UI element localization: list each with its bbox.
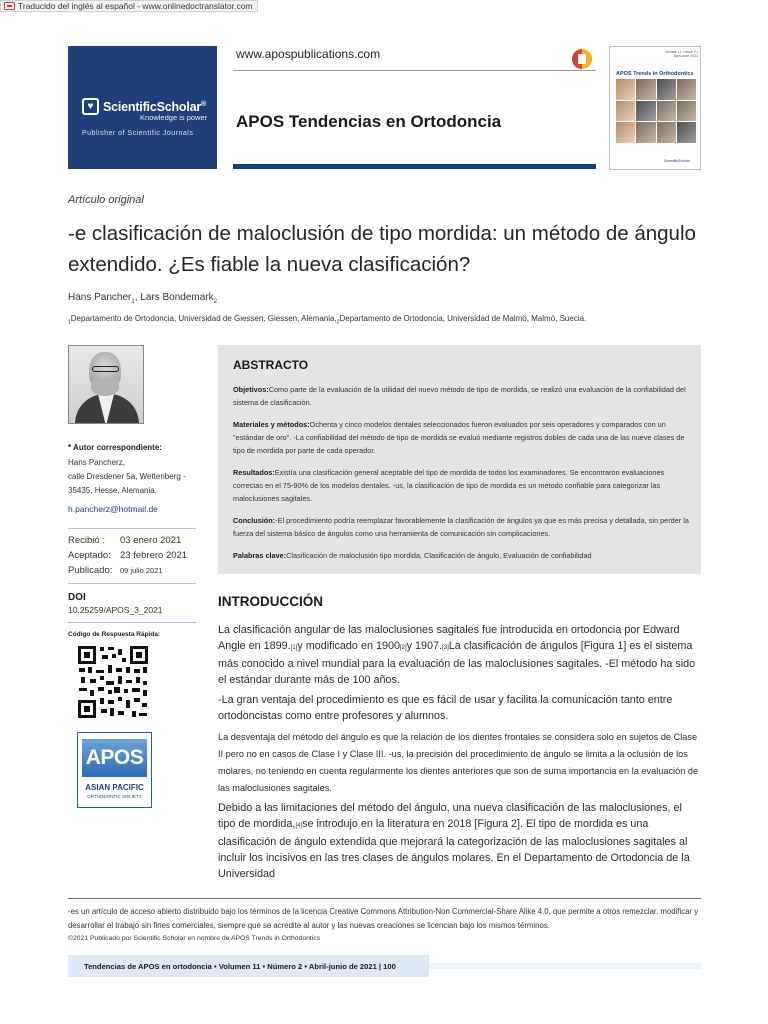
cover-issue-text: Volume 11 • Issue 2 • April-June 2021 [665, 50, 698, 58]
qr-label: Código de Respuesta Rápida: [68, 631, 161, 638]
intro-paragraph-1: La clasificación angular de las maloclusiones sagitales fue introducida en ortodoncia por Edward Angle en 1899.[1]y modificado en 1900[2]y 1907.[3]La clasificación de ángulos [Figura 1] es el sistema más conocido a nivel mundial para la evaluación de las maloclusiones sagitales. -El método ha sido el estándar durante más de 100 años. [218, 624, 696, 686]
sidebar-divider [68, 622, 196, 623]
abstract-keywords: Palabras clave:Clasificación de maloclusión tipo mordida, Clasificación de ángulo, Evaluación de confiabilidad [233, 551, 592, 560]
corresponding-author-address: calle Dresdener 5a, Wettenberg - 35435, Hesse, Alemania. [68, 472, 186, 495]
citation-link[interactable]: [1] [290, 645, 298, 651]
copyright-text: ©2021 Publicado por Scientific Scholar en nombre de APOS Trends in Orthodontics [68, 935, 321, 942]
doi-label: DOI [68, 592, 86, 603]
publisher-tagline: Knowledge is power [140, 113, 208, 122]
affiliations: $_1$Departamento de Ortodoncia, Universidad de Giessen, Giessen, $Alemania,_2Departamento$ de Ortodoncia, Universidad de Malmö, Malmö, Suecia. [68, 314, 587, 326]
doi-link[interactable]: 10.25259/APOS_3_2021 [68, 605, 163, 615]
abstract-conclusion: Conclusión:-El procedimiento podría reemplazar favorablemente la clasificación de ángulos ya que es más precisa y detallada, sin perder la fuerza del sistema básico de ángulos como una herramienta de comunicación sin complicaciones. [233, 516, 689, 538]
citation-link[interactable]: [2] [399, 645, 407, 651]
footer-citation: Tendencias de APOS en ortodoncia • Volumen 11 • Número 2 • Abril-junio de 2021 | 100 [84, 962, 396, 971]
header-accent-bar [233, 164, 596, 169]
intro-paragraph-4: Debido a las limitaciones del método del ángulo, una nueva clasificación de las maloclusiones, el tipo de mordida,[4]se introdujo en la literatura en 2018 [Figura 2]. El tipo de mordida es una clasificación de ángulo extendida que mejorará la categorización de las maloclusiones sagitales al incluir los incisivos en las tres clases de ángulos molares. En el Departamento de Ortodoncia de la Universidad [218, 802, 690, 880]
heart-logo-icon: ♥ [82, 98, 99, 115]
author-email-link[interactable]: h.pancherz@hotmail.de [68, 504, 158, 514]
sidebar-divider [68, 583, 196, 584]
cover-photo-collage [616, 79, 696, 143]
intro-paragraph-2: -La gran ventaja del procedimiento es que es fácil de usar y facilita la comunicación tanto entre ortodoncistas como entre profesores y alumnos. [218, 694, 673, 722]
publisher-subtitle: Publisher of Scientific Journals [82, 130, 194, 137]
journal-cover [609, 46, 701, 170]
author-photo [68, 345, 144, 424]
abstract-heading: ABSTRACTO [233, 358, 309, 372]
accepted-date: Aceptado: 23 febrero 2021 [68, 550, 188, 561]
header-divider [233, 70, 596, 71]
abstract-methods: Materiales y métodos:Ochenta y cinco modelos dentales seleccionados fueron evaluados por seis operadores y comparados con un "estándar de oro". -La confiabilidad del método de tipo de mordida se evaluó mediante registros dobles de cada una de las nueve clases de tipo de mordida por parte de cada operador. [233, 420, 685, 455]
affiliation-item: Departamento de Ortodoncia, Universidad de Malmö, Malmö, Suecia. [339, 314, 587, 323]
author-name: Hans Pancher [68, 292, 132, 303]
corresponding-author-label: * Autor correspondiente: [68, 443, 162, 452]
site-url-link[interactable]: www.apospublications.com [236, 47, 381, 61]
sidebar-divider [68, 528, 196, 529]
apos-society-logo: APOS ASIAN PACIFIC ORTHODONTIC SOCIETY [77, 732, 152, 808]
published-date: Publicado: 09 julio 2021 [68, 565, 163, 576]
introduction-heading: INTRODUCCIÓN [218, 594, 323, 609]
translator-banner[interactable] [0, 0, 258, 12]
crossmark-icon[interactable] [572, 49, 592, 69]
cover-publisher: ScientificScholar [664, 159, 690, 163]
received-date: Recibió : 03 enero 2021 [68, 535, 182, 546]
abstract-objectives: Objetivos:Como parte de la evaluación de la utilidad del nuevo método de tipo de mordida, se realizó una evaluación de la confiabilidad del sistema de clasificación. [233, 385, 686, 407]
publisher-logo [68, 46, 217, 169]
license-text: -es un artículo de acceso abierto distribuido bajo los términos de la licencia Creative Commons Attribution-Non Commercial-Share Alike 4.0, que permite a otros remezclar, modificar y desarrollar el trabajo sin fines comerciales, siempre que se acredite al autor y las nuevas creaciones se licencian bajo los mismos términos. [68, 907, 699, 930]
intro-paragraph-3: La desventaja del método del ángulo es que la relación de los dientes frontales se considera solo en sujetos de Clase II pero no en casos de Clase I y Clase III. -us, la precisión del procedimiento de ángulo se limita a la oclusión de los molares, no teniendo en cuenta regularmente los dientes anteriores que son de suma importancia en la evaluación de las maloclusiones sagitales. [218, 732, 699, 793]
corresponding-author-name: Hans Pancherz, [68, 458, 125, 467]
article-type: Artículo original [68, 194, 144, 206]
footer-bar-extension [429, 963, 701, 969]
translator-text[interactable]: Traducido del inglés al español - www.onlinedoctranslator.com [18, 1, 253, 11]
citation-link[interactable]: [4] [295, 823, 303, 829]
abstract-box [218, 345, 701, 574]
affiliation-item: Departamento de Ortodoncia, Universidad de Giessen, Giessen, Alemania, [70, 314, 337, 323]
article-title: -e clasificación de maloclusión de tipo mordida: un método de ángulo extendido. ¿Es fiable la nueva clasificación? [68, 222, 696, 276]
author-name: Lars Bondemark [140, 292, 214, 303]
qr-code[interactable] [77, 645, 149, 719]
footer-divider [68, 898, 701, 899]
publisher-name: ScientificScholar® [103, 99, 206, 114]
cover-title: APOS Trends in Orthodontics [616, 71, 694, 77]
journal-title: APOS Tendencias en Ortodoncia [236, 112, 502, 131]
abstract-results: Resultados:Existía una clasificación general aceptable del tipo de mordida de todos los examinadores. Se encontraron evaluaciones correctas en el 75-90% de los modelos dentales. -us, la clasificación de tipo de mordida es un método confiable para categorizar las maloclusiones sagitales. [233, 468, 665, 503]
author-list: Hans Pancher$_1$, Lars Bondemark$_2$ [68, 292, 217, 305]
citation-link[interactable]: [3] [442, 645, 449, 651]
translate-icon [4, 2, 15, 10]
